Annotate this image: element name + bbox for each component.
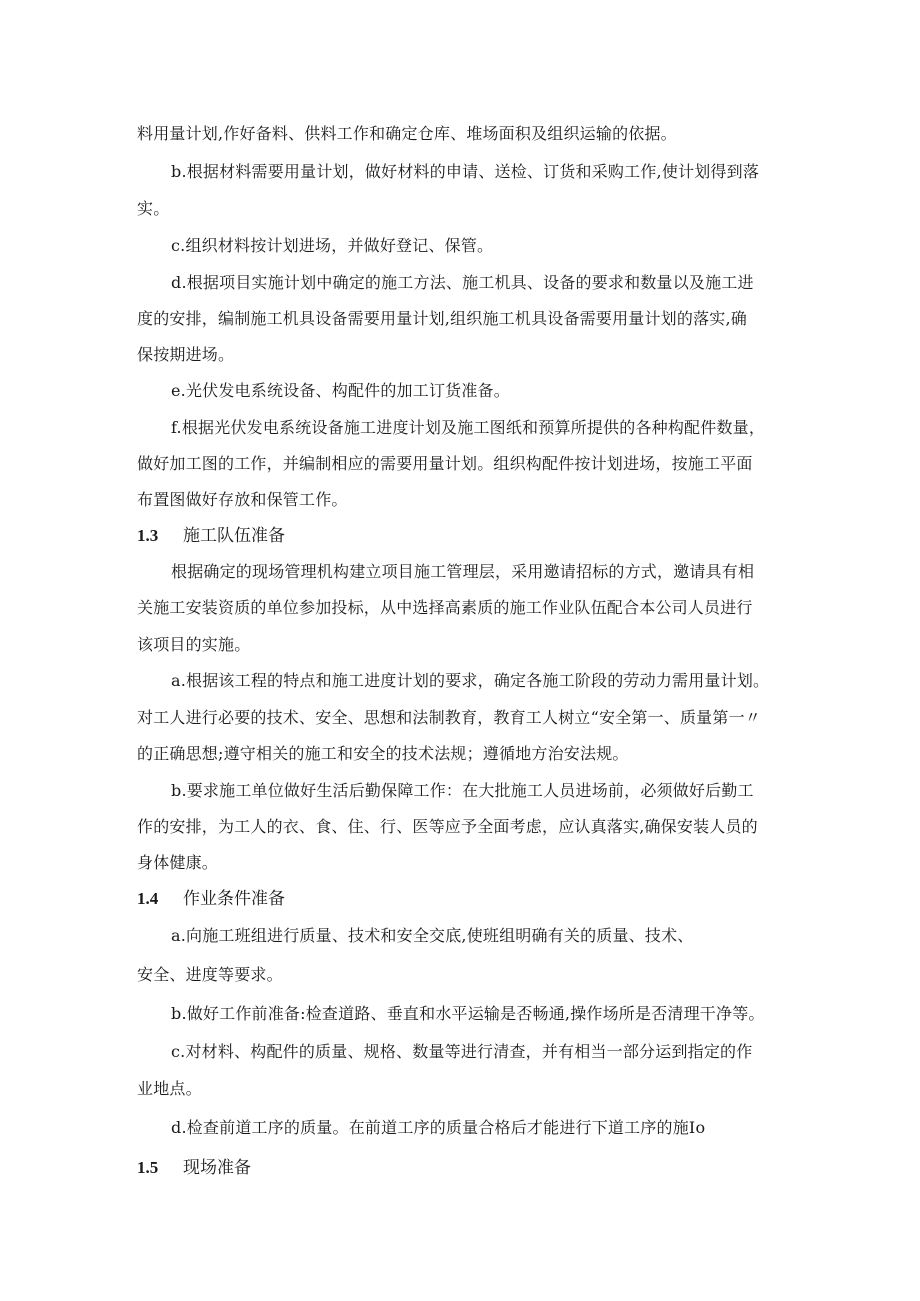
paragraph-line: 的正确思想;遵守相关的施工和安全的技术法规；遵循地方治安法规。	[137, 744, 629, 763]
section-number: 1.4	[137, 889, 159, 908]
paragraph-line: 关施工安装资质的单位参加投标，从中选择高素质的施工作业队伍配合本公司人员进行	[137, 598, 753, 617]
paragraph-line: a.向施工班组进行质量、技术和安全交底,使班组明确有关的质量、技术、	[171, 926, 694, 945]
paragraph-line: d.检查前道工序的质量。在前道工序的质量合格后才能进行下道工序的施Io	[171, 1118, 706, 1137]
paragraph-line: b.要求施工单位做好生活后勤保障工作：在大批施工人员进场前，必须做好后勤工	[171, 781, 754, 800]
section-title: 现场准备	[183, 1158, 251, 1178]
paragraph-line: 安全、进度等要求。	[137, 965, 283, 984]
paragraph-line: 对工人进行必要的技术、安全、思想和法制教育，教育工人树立“安全第一、质量第一〃	[137, 708, 761, 727]
paragraph-line: e.光伏发电系统设备、构配件的加工订货准备。	[171, 381, 510, 400]
paragraph-line: a.根据该工程的特点和施工进度计划的要求，确定各施工阶段的劳动力需用量计划。	[171, 671, 770, 690]
paragraph-line: 保按期进场。	[137, 345, 235, 364]
paragraph-line: 作的安排，为工人的衣、食、住、行、医等应予全面考虑，应认真落实,确保安装人员的	[137, 817, 758, 836]
section-heading	[137, 888, 285, 910]
paragraph-line: 业地点。	[137, 1079, 202, 1098]
section-heading	[137, 1157, 251, 1179]
section-title: 作业条件准备	[183, 889, 285, 909]
paragraph-line: 根据确定的现场管理机构建立项目施工管理层，采用邀请招标的方式，邀请具有相	[171, 562, 755, 581]
paragraph-line: 布置图做好存放和保管工作。	[137, 490, 348, 509]
paragraph-line: 料用量计划,作好备料、供料工作和确定仓库、堆场面积及组织运输的依据。	[137, 124, 677, 143]
paragraph-line: 做好加工图的工作，并编制相应的需要用量计划。组织构配件按计划进场，按施工平面	[137, 454, 753, 473]
section-heading	[137, 525, 285, 547]
paragraph-line: b.做好工作前准备:检查道路、垂直和水平运输是否畅通,操作场所是否清理干净等。	[171, 1004, 765, 1023]
paragraph-line: b.根据材料需要用量计划，做好材料的申请、送检、订货和采购工作,使计划得到落	[171, 162, 760, 181]
paragraph-line: c.组织材料按计划进场，并做好登记、保管。	[171, 236, 494, 255]
section-number: 1.3	[137, 526, 159, 545]
paragraph-line: 度的安排，编制施工机具设备需要用量计划,组织施工机具设备需要用量计划的落实,确	[137, 309, 747, 328]
paragraph-line: 身体健康。	[137, 853, 219, 872]
paragraph-line: f.根据光伏发电系统设备施工进度计划及施工图纸和预算所提供的各种构配件数量，	[171, 418, 766, 437]
paragraph-line: c.对材料、构配件的质量、规格、数量等进行清查，并有相当一部分运到指定的作	[171, 1042, 753, 1061]
section-number: 1.5	[137, 1158, 159, 1177]
paragraph-line: 该项目的实施。	[137, 635, 251, 654]
section-title: 施工队伍准备	[183, 526, 285, 546]
paragraph-line: 实。	[137, 199, 170, 218]
paragraph-line: d.根据项目实施计划中确定的施工方法、施工机具、设备的要求和数量以及施工进	[171, 273, 754, 292]
